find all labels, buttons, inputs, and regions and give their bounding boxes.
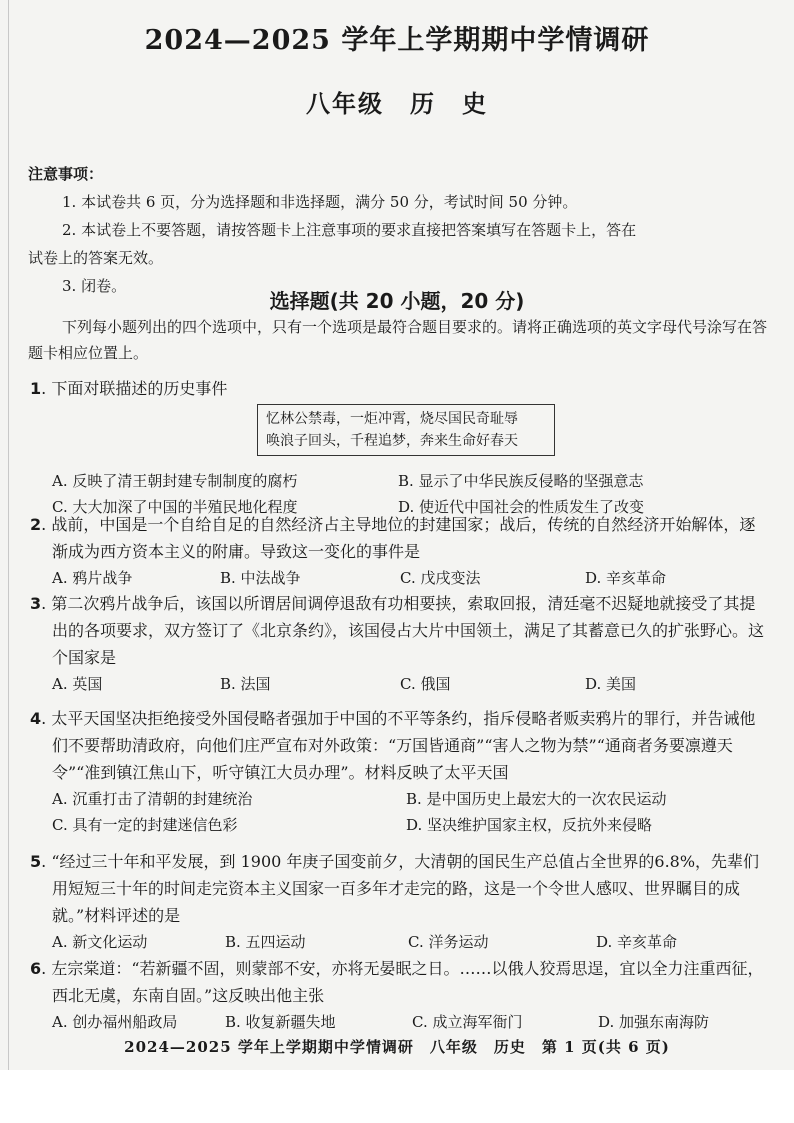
option-a[interactable]: A. 创办福州船政局	[52, 1013, 178, 1031]
question-stem: 3. 第二次鸦片战争后，该国以所谓居间调停退敌有功相要挟，索取回报，清廷毫不迟疑地就接受了其提出的各项要求，双方签订了《北京条约》，该国侵占大片中国领土，满足了其蓄意已久的扩张野心。这个国家是	[30, 594, 765, 667]
question-text: 下面对联描述的历史事件	[51, 379, 228, 398]
option-b[interactable]: B. 中法战争	[220, 569, 301, 587]
notice-item-continued: 试卷上的答案无效。	[28, 249, 164, 267]
option-a[interactable]: A. 鸦片战争	[52, 569, 133, 587]
question-1	[30, 375, 770, 402]
question-5	[30, 848, 770, 955]
question-text: 战前，中国是一个自给自足的自然经济占主导地位的封建国家；战后，传统的自然经济开始解体，逐渐成为西方资本主义的附庸。导致这一变化的事件是	[51, 515, 756, 561]
couplet-line: 唤浪子回头，千程追梦，奔来生命好春天	[266, 433, 518, 449]
notice-item: 2. 本试卷上不要答题，请按答题卡上注意事项的要求直接把答案填写在答题卡上，答在	[62, 221, 637, 239]
option-a[interactable]: A. 沉重打击了清朝的封建统治	[52, 790, 253, 808]
couplet-line: 忆林公禁毒，一炬冲霄，烧尽国民奇耻辱	[266, 411, 518, 427]
option-d[interactable]: D. 美国	[585, 675, 637, 693]
question-stem: 5. “经过三十年和平发展，到 1900 年庚子国变前夕，大清朝的国民生产总值占全世界的6.8%，先辈们用短短三十年的时间走完资本主义国家一百多年才走完的路，这是一个令世人感叹、世界瞩目的成就。”材料评述的是	[30, 852, 760, 925]
couplet-box	[257, 404, 555, 456]
option-d[interactable]: D. 加强东南海防	[598, 1013, 710, 1031]
option-c[interactable]: C. 成立海军衙门	[412, 1013, 523, 1031]
notice-heading: 注意事项：	[28, 165, 104, 183]
question-stem: 4. 太平天国坚决拒绝接受外国侵略者强加于中国的不平等条约，指斥侵略者贩卖鸦片的罪行，并告诫他们不要帮助清政府，向他们庄严宣布对外政策：“万国皆通商”“害人之物为禁”“通商者务要凛遵天令”“准到镇江焦山下，听守镇江大员办理”。材料反映了太平天国	[30, 709, 756, 782]
question-text: 太平天国坚决拒绝接受外国侵略者强加于中国的不平等条约，指斥侵略者贩卖鸦片的罪行，并告诫他们不要帮助清政府，向他们庄严宣布对外政策：“万国皆通商”“害人之物为禁”“通商者务要凛遵天令”“准到镇江焦山下，听守镇江大员办理”。材料反映了太平天国	[51, 709, 756, 782]
exam-subtitle: 八年级 历 史	[306, 89, 488, 118]
option-c[interactable]: C. 大大加深了中国的半殖民地化程度	[52, 498, 298, 516]
question-text: 左宗棠道：“若新疆不固，则蒙部不安，亦将无晏眠之日。……以俄人狡焉思逞，宜以全力注重西征，西北无虞，东南自固。”这反映出他主张	[51, 959, 764, 1005]
question-number: 6	[30, 959, 42, 978]
option-d[interactable]: D. 辛亥革命	[596, 933, 678, 951]
option-d[interactable]: D. 坚决维护国家主权，反抗外来侵略	[406, 816, 653, 834]
question-text: 第二次鸦片战争后，该国以所谓居间调停退敌有功相要挟，索取回报，清廷毫不迟疑地就接受了其提出的各项要求，双方签订了《北京条约》，该国侵占大片中国领土，满足了其蓄意已久的扩张野心。这个国家是	[51, 594, 765, 667]
notice-item: 1. 本试卷共 6 页，分为选择题和非选择题，满分 50 分，考试时间 50 分钟。	[62, 193, 578, 211]
question-2	[30, 511, 770, 591]
option-d[interactable]: D. 辛亥革命	[585, 569, 667, 587]
question-3	[30, 590, 770, 697]
question-4	[30, 705, 770, 838]
question-stem: 1. 下面对联描述的历史事件	[30, 379, 228, 398]
page-footer: 2024—2025 学年上学期期中学情调研 八年级 历史 第 1 页(共 6 页)	[124, 1038, 670, 1056]
option-b[interactable]: B. 是中国历史上最宏大的一次农民运动	[406, 790, 667, 808]
question-text: “经过三十年和平发展，到 1900 年庚子国变前夕，大清朝的国民生产总值占全世界的6.8%，先辈们用短短三十年的时间走完资本主义国家一百多年才走完的路，这是一个令世人感叹、世界瞩目的成就。”材料评述的是	[51, 852, 760, 925]
notice-block	[28, 160, 768, 300]
question-number: 4	[30, 709, 42, 728]
question-stem: 2. 战前，中国是一个自给自足的自然经济占主导地位的封建国家；战后，传统的自然经济开始解体，逐渐成为西方资本主义的附庸。导致这一变化的事件是	[30, 515, 756, 561]
question-stem: 6. 左宗棠道：“若新疆不固，则蒙部不安，亦将无晏眠之日。……以俄人狡焉思逞，宜以全力注重西征，西北无虞，东南自固。”这反映出他主张	[30, 959, 764, 1005]
option-b[interactable]: B. 收复新疆失地	[225, 1013, 336, 1031]
option-b[interactable]: B. 显示了中华民族反侵略的坚强意志	[398, 472, 644, 490]
option-c[interactable]: C. 俄国	[400, 675, 451, 693]
option-b[interactable]: B. 五四运动	[225, 933, 306, 951]
option-a[interactable]: A. 英国	[52, 675, 103, 693]
question-number: 3	[30, 594, 42, 613]
question-6	[30, 955, 770, 1035]
option-a[interactable]: A. 新文化运动	[52, 933, 148, 951]
section-instruction: 下列每小题列出的四个选项中，只有一个选项是最符合题目要求的。请将正确选项的英文字母代号涂写在答题卡相应位置上。	[28, 318, 768, 362]
exam-title: 2024—2025 学年上学期期中学情调研	[144, 25, 650, 56]
question-number: 1	[30, 379, 42, 398]
question-number: 5	[30, 852, 42, 871]
option-c[interactable]: C. 洋务运动	[408, 933, 489, 951]
option-a[interactable]: A. 反映了清王朝封建专制制度的腐朽	[52, 472, 298, 490]
notice-item: 3. 闭卷。	[62, 277, 127, 295]
option-d[interactable]: D. 使近代中国社会的性质发生了改变	[398, 498, 645, 516]
page-edge-line	[8, 0, 9, 1070]
option-c[interactable]: C. 具有一定的封建迷信色彩	[52, 816, 238, 834]
section-title: 选择题(共 20 小题，20 分)	[269, 289, 525, 313]
option-c[interactable]: C. 戊戌变法	[400, 569, 481, 587]
option-b[interactable]: B. 法国	[220, 675, 271, 693]
question-number: 2	[30, 515, 42, 534]
